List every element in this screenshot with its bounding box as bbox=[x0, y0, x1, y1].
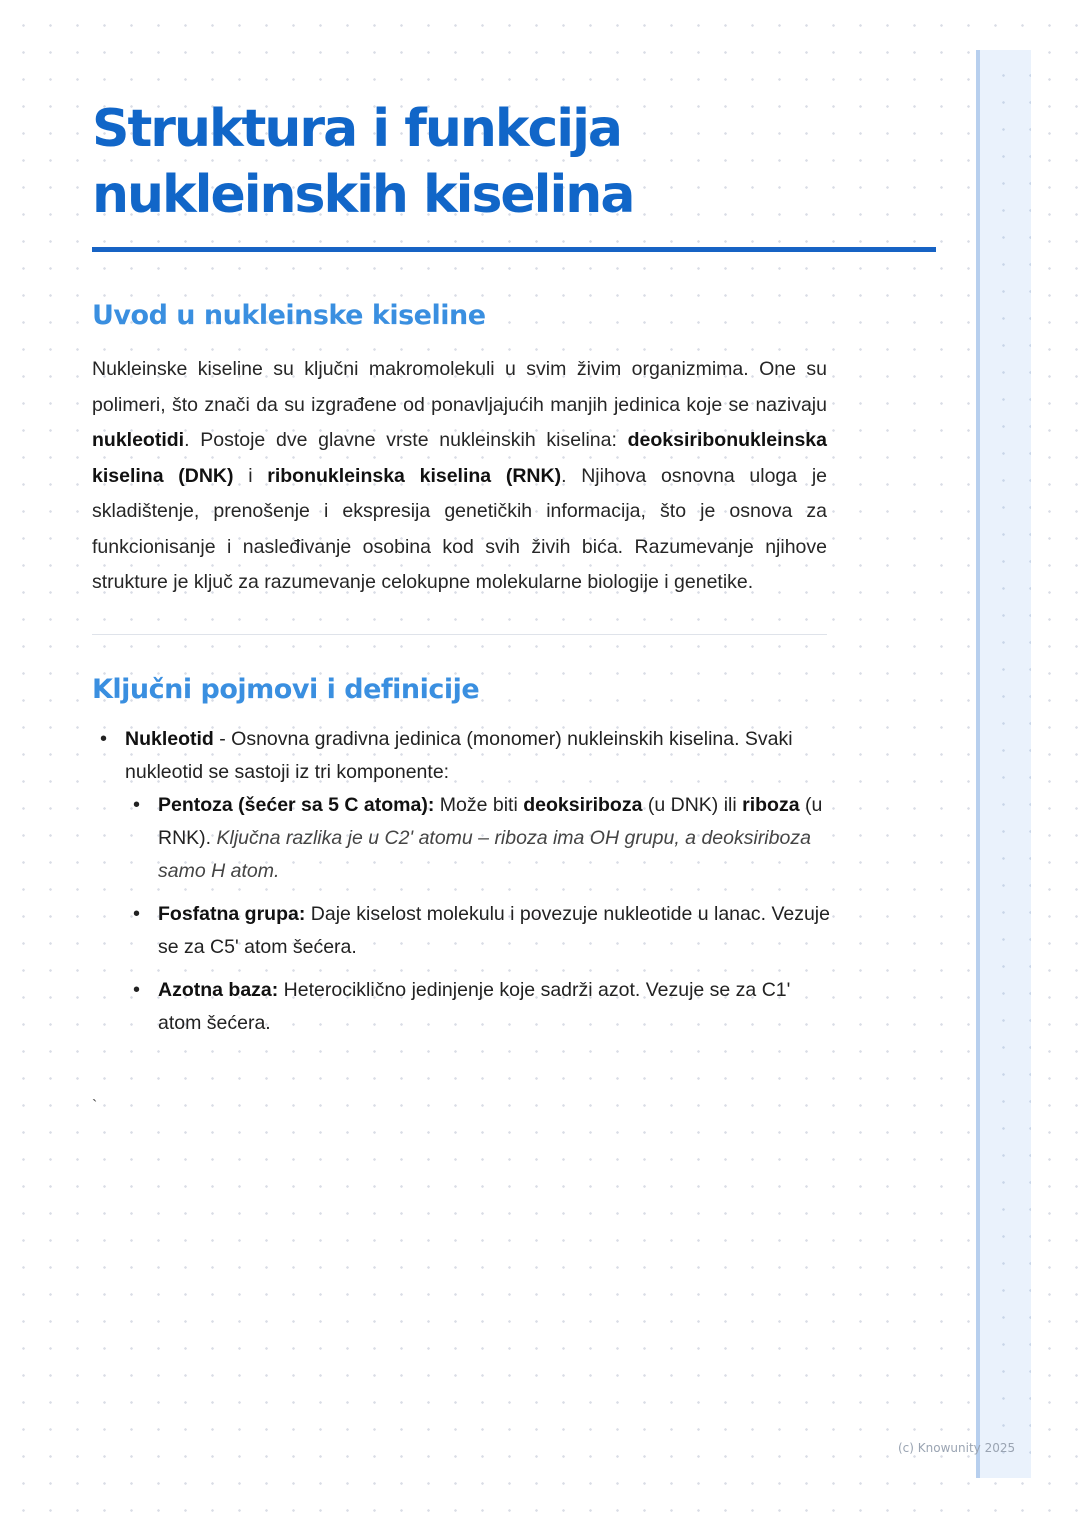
terms-list bbox=[92, 723, 938, 1040]
azotna-baza-text: Heterociklično jedinjenje koje sadrži azot. Vezuje se za C1' atom šećera. bbox=[158, 978, 791, 1034]
intro-text-2: . Postoje dve glavne vrste nukleinskih kiselina: bbox=[184, 429, 628, 451]
list-item-nukleotid bbox=[92, 723, 830, 1040]
pentoza-text-2: (u DNK) ili bbox=[642, 793, 743, 816]
list-item-azotna-baza bbox=[125, 974, 830, 1040]
fosfatna-grupa-text: Daje kiselost molekulu i povezuje nukleotide u lanac. Vezuje se za C5' atom šećera. bbox=[158, 902, 830, 958]
term-fosfatna-grupa: Fosfatna grupa: bbox=[158, 902, 306, 925]
intro-bold-rnk: ribonukleinska kiselina (RNK) bbox=[267, 464, 562, 487]
stray-backtick: ` bbox=[92, 1098, 98, 1115]
section-heading-intro: Uvod u nukleinske kiseline bbox=[92, 300, 486, 331]
intro-bold-nukleotidi: nukleotidi bbox=[92, 429, 185, 451]
intro-bold-dnk: deoksiribonukleinska kiselina (DNK) bbox=[92, 429, 827, 487]
section-heading-terms: Ključni pojmovi i definicije bbox=[92, 673, 480, 705]
pentoza-bold-riboza: riboza bbox=[742, 793, 800, 816]
pentoza-bold-deoksiriboza: deoksiriboza bbox=[523, 793, 643, 816]
footer-copyright: (c) Knowunity 2025 bbox=[898, 1441, 1016, 1455]
list-item-fosfatna-grupa bbox=[125, 898, 830, 964]
side-margin-panel bbox=[976, 50, 1031, 1478]
document-body bbox=[92, 96, 938, 1050]
term-azotna-baza: Azotna baza: bbox=[158, 978, 279, 1001]
intro-text-1: Nukleinske kiseline su ključni makromolekuli u svim živim organizmima. One su polimeri, što znači da su izgrađene od ponavljajućih manjih jedinica koje se nazivaju bbox=[92, 358, 827, 416]
term-pentoza: Pentoza (šećer sa 5 C atoma): bbox=[158, 793, 435, 816]
term-nukleotid: Nukleotid bbox=[125, 727, 214, 750]
intro-text-4: . Njihova osnovna uloga je skladištenje, prenošenje i ekspresija genetičkih informacija, što je osnova za funkcionisanje i nasleđivanje osobina kod svih živih bića. Razumevanje njihove strukture je ključ za razumevanje celokupne molekularne biologije i genetike. bbox=[92, 464, 827, 593]
intro-paragraph bbox=[92, 352, 827, 601]
page-title: Struktura i funkcija nukleinskih kiselina bbox=[92, 99, 634, 225]
pentoza-italic-note: Ključna razlika je u C2' atomu – riboza ima OH grupu, a deoksiriboza samo H atom. bbox=[158, 826, 811, 882]
list-item-pentoza bbox=[125, 789, 830, 888]
pentoza-text-1: Može biti bbox=[434, 793, 524, 816]
intro-text-3: i bbox=[233, 464, 268, 487]
pentoza-text-3: (u RNK). bbox=[158, 793, 823, 849]
section-divider bbox=[92, 634, 827, 635]
term-nukleotid-text: - Osnovna gradivna jedinica (monomer) nukleinskih kiselina. Svaki nukleotid se sastoji iz tri komponente: bbox=[125, 727, 793, 783]
components-list bbox=[125, 789, 830, 1040]
title-underline bbox=[92, 247, 936, 252]
